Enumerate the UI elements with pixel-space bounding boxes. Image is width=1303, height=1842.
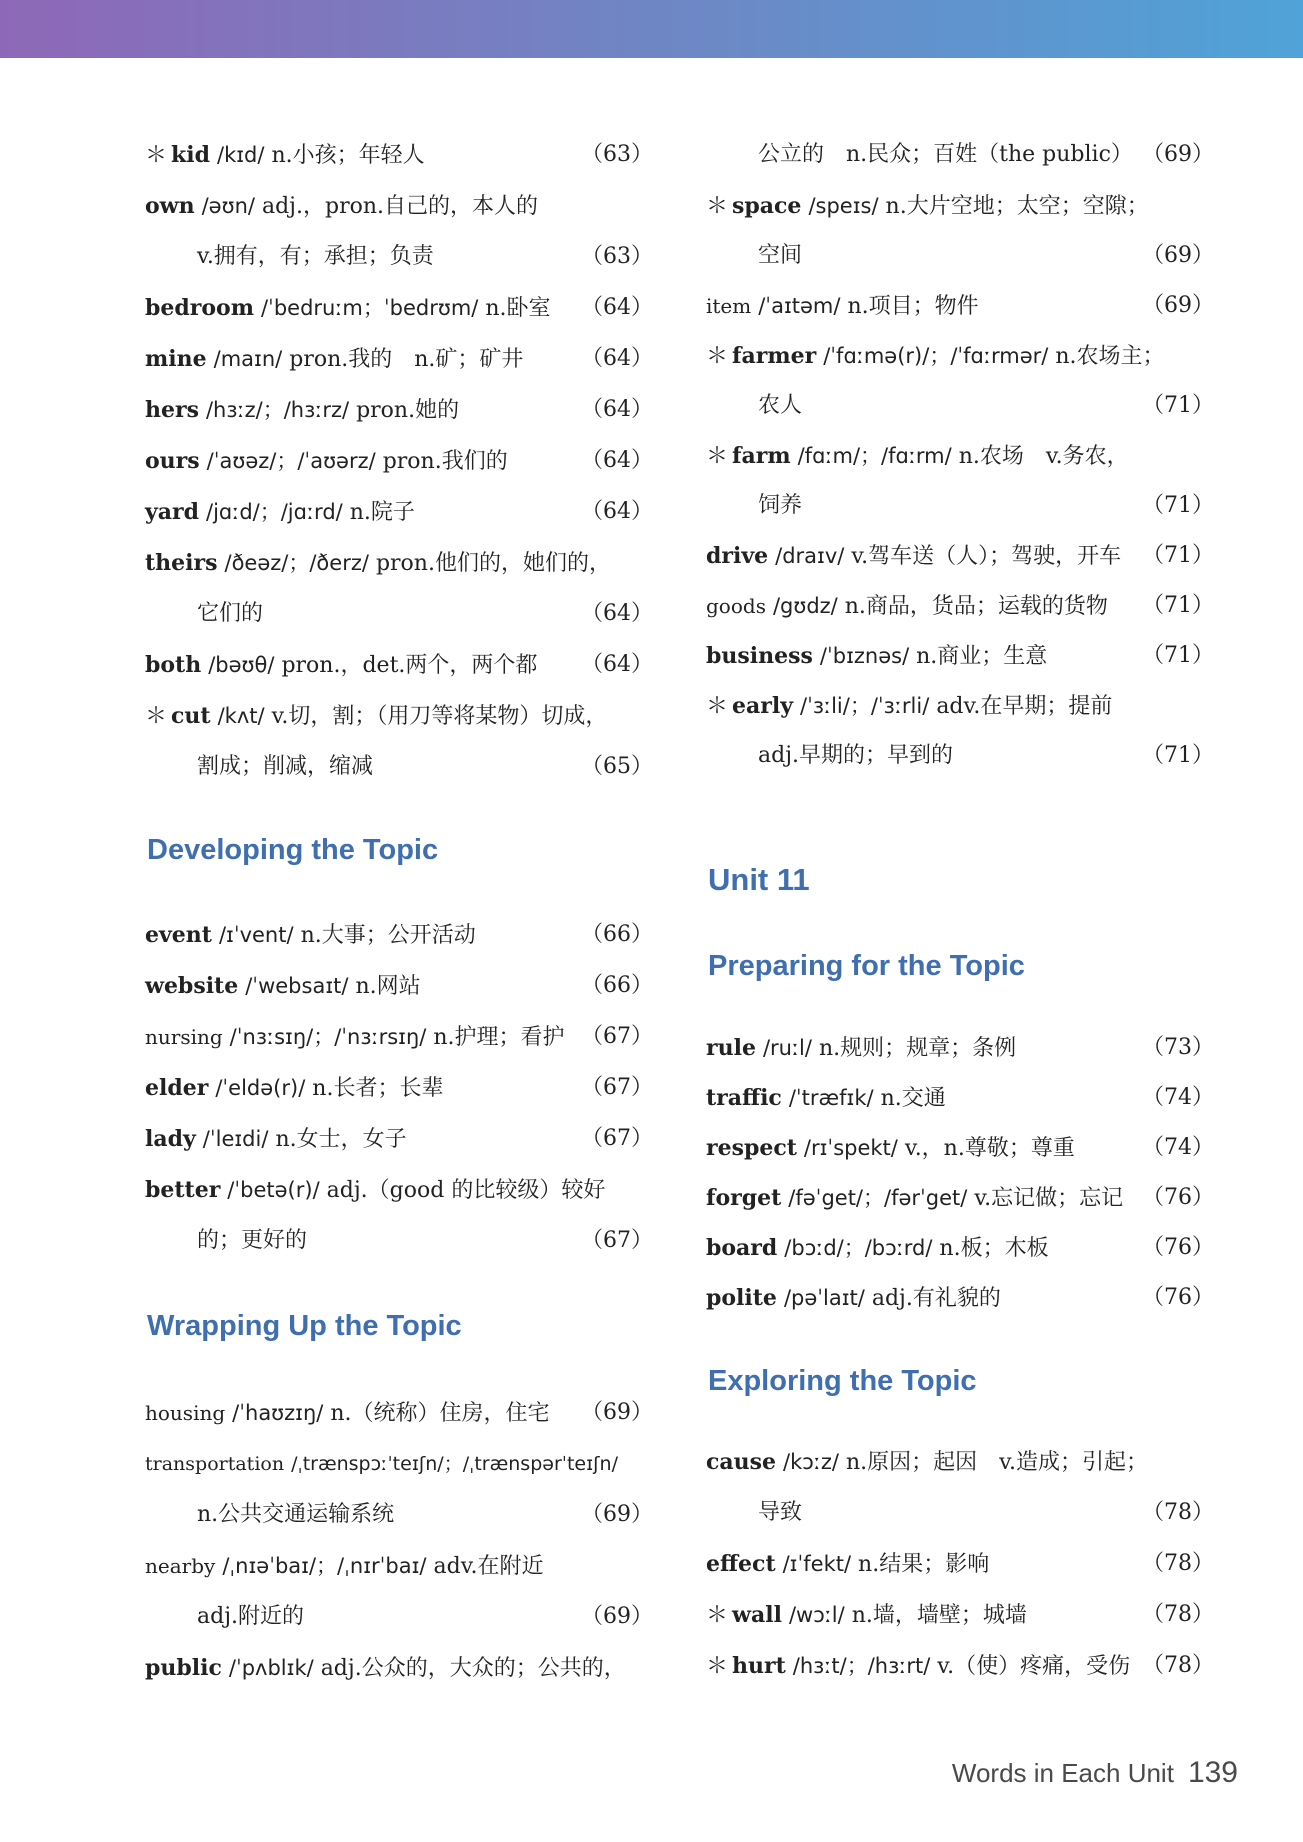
definition: n.卧室 — [485, 296, 551, 321]
definition: v.（使）疼痛，受伤 — [937, 1654, 1131, 1679]
phonetic: /ˈfɑːmə(r)/；/ˈfɑːrmər/ — [823, 344, 1049, 368]
entry-traffic — [706, 1078, 1214, 1118]
star-mark: ＊ — [706, 1654, 729, 1679]
entry-respect — [706, 1128, 1214, 1168]
entry-yard — [145, 492, 653, 532]
phonetic: /ˈpʌblɪk/ — [228, 1656, 314, 1680]
definition: adj.附近的 — [197, 1604, 305, 1629]
entry-space — [706, 186, 1214, 226]
page-ref: （64） — [581, 448, 653, 473]
entry-kid — [145, 135, 653, 175]
section-heading-preparing: Preparing for the Topic — [708, 950, 1025, 982]
top-color-band — [0, 0, 1303, 58]
headword: event — [145, 922, 212, 948]
phonetic: /ˈwebsaɪt/ — [245, 974, 349, 998]
headword: board — [706, 1235, 778, 1261]
entry-housing — [145, 1393, 653, 1433]
phonetic: /ˈaɪtəm/ — [758, 294, 841, 318]
entry-lady — [145, 1119, 653, 1159]
definition: v.切，割；（用刀等将某物）切成， — [271, 704, 608, 729]
entry-mine — [145, 339, 653, 379]
definition: n.院子 — [349, 500, 415, 525]
phonetic: /speɪs/ — [808, 194, 879, 218]
headword: respect — [706, 1135, 797, 1161]
page-ref: （71） — [1142, 743, 1214, 768]
page-ref: （78） — [1142, 1500, 1214, 1525]
phonetic: /ˌnɪəˈbaɪ/；/ˌnɪrˈbaɪ/ — [222, 1554, 427, 1578]
entry-hers — [145, 390, 653, 430]
page-ref: （64） — [581, 295, 653, 320]
definition: 的；更好的 — [197, 1228, 308, 1253]
page-ref: （64） — [581, 652, 653, 677]
phonetic: /jɑːd/；/jɑːrd/ — [206, 500, 343, 524]
phonetic: /ˈaʊəz/；/ˈaʊərz/ — [206, 449, 376, 473]
page-ref: （76） — [1142, 1185, 1214, 1210]
phonetic: /ˌtrænspɔːˈteɪʃn/；/ˌtrænspərˈteɪʃn/ — [291, 1453, 619, 1475]
headword: public — [145, 1655, 222, 1681]
definition: n.原因；起因 v.造成；引起； — [845, 1450, 1148, 1475]
definition: adj.，pron.自己的，本人的 — [261, 194, 538, 219]
entry-business — [706, 636, 1214, 676]
page-ref: （71） — [1142, 393, 1214, 418]
star-mark: ＊ — [706, 194, 729, 219]
definition: n.商业；生意 — [916, 644, 1048, 669]
page-ref: （69） — [581, 1400, 653, 1425]
definition: pron.我的 n.矿；矿井 — [289, 347, 524, 372]
headword: lady — [145, 1126, 196, 1152]
headword: website — [145, 973, 239, 999]
definition: n.农场主； — [1055, 344, 1165, 369]
star-mark: ＊ — [706, 694, 729, 719]
page-ref: （64） — [581, 346, 653, 371]
entry-theirs — [145, 543, 653, 583]
phonetic: /ˈnɜːsɪŋ/；/ˈnɜːrsɪŋ/ — [229, 1025, 427, 1049]
star-mark: ＊ — [706, 1603, 729, 1628]
entry-forget — [706, 1178, 1214, 1218]
entry-rule — [706, 1028, 1214, 1068]
definition: n.大片空地；太空；空隙； — [885, 194, 1149, 219]
phonetic: /ˈbɪznəs/ — [819, 644, 910, 668]
definition: 饲养 — [758, 493, 803, 518]
entry-ours — [145, 441, 653, 481]
page-ref: （71） — [1142, 593, 1214, 618]
definition: n.小孩；年轻人 — [271, 143, 425, 168]
headword: farmer — [732, 343, 817, 369]
headword: housing — [145, 1401, 226, 1425]
headword: nearby — [145, 1554, 216, 1578]
phonetic: /bɔːd/；/bɔːrd/ — [784, 1236, 933, 1260]
phonetic: /maɪn/ — [213, 347, 283, 371]
page-ref: （67） — [581, 1024, 653, 1049]
page-ref: （78） — [1142, 1602, 1214, 1627]
headword: farm — [732, 443, 791, 469]
entry-own-cont — [197, 237, 653, 277]
star-mark: ＊ — [145, 704, 168, 729]
phonetic: /rɪˈspekt/ — [803, 1136, 898, 1160]
entry-nearby-cont — [197, 1597, 653, 1637]
definition: n.板；木板 — [939, 1236, 1049, 1261]
definition: pron.他们的，她们的， — [375, 551, 611, 576]
entry-cause-cont — [758, 1493, 1214, 1533]
headword: hurt — [732, 1653, 786, 1679]
entry-cause — [706, 1442, 1214, 1482]
entry-public — [145, 1648, 653, 1688]
definition: v.，n.尊敬；尊重 — [904, 1136, 1075, 1161]
headword: early — [732, 693, 793, 719]
definition: n.公共交通运输系统 — [197, 1502, 395, 1527]
page-ref: （69） — [581, 1502, 653, 1527]
phonetic: /draɪv/ — [775, 544, 845, 568]
entry-goods — [706, 586, 1214, 626]
definition: 割成；削减，缩减 — [197, 754, 374, 779]
definition: n.商品，货品；运载的货物 — [844, 594, 1108, 619]
headword: yard — [145, 499, 200, 525]
definition: pron.，det.两个，两个都 — [281, 653, 538, 678]
entry-cut — [145, 696, 653, 736]
phonetic: /ˈeldə(r)/ — [215, 1076, 306, 1100]
entry-better — [145, 1170, 653, 1210]
definition: n.护理；看护 — [433, 1025, 565, 1050]
page-ref: （64） — [581, 499, 653, 524]
page-ref: （71） — [1142, 493, 1214, 518]
entry-hurt — [706, 1646, 1214, 1686]
entry-farm-cont — [758, 486, 1214, 526]
phonetic: /ˈhaʊzɪŋ/ — [232, 1401, 324, 1425]
page-ref: （66） — [581, 922, 653, 947]
entry-board — [706, 1228, 1214, 1268]
headword: nursing — [145, 1025, 223, 1049]
page-ref: （63） — [581, 244, 653, 269]
page-ref: （78） — [1142, 1653, 1214, 1678]
section-heading-wrapping: Wrapping Up the Topic — [147, 1310, 462, 1342]
page-ref: （67） — [581, 1228, 653, 1253]
page-ref: （73） — [1142, 1035, 1214, 1060]
entry-own — [145, 186, 653, 226]
headword: cut — [171, 703, 211, 729]
entry-elder — [145, 1068, 653, 1108]
footer-title: Words in Each Unit — [951, 1758, 1174, 1788]
definition: v.驾车送（人）；驾驶，开车 — [851, 544, 1122, 569]
phonetic: /ˈbetə(r)/ — [227, 1178, 320, 1202]
definition: n.大事；公开活动 — [300, 923, 476, 948]
headword: ours — [145, 448, 200, 474]
definition: 它们的 — [197, 601, 264, 626]
definition: pron.她的 — [356, 398, 460, 423]
entry-item — [706, 286, 1214, 326]
definition: n.（统称）住房，住宅 — [330, 1401, 550, 1426]
page-ref: （69） — [1142, 293, 1214, 318]
entry-nearby — [145, 1546, 653, 1586]
phonetic: /fəˈget/；/fərˈget/ — [788, 1186, 968, 1210]
definition: n.项目；物件 — [847, 294, 979, 319]
headword: business — [706, 643, 813, 669]
headword: better — [145, 1177, 221, 1203]
phonetic: /gʊdz/ — [772, 594, 838, 618]
definition: 农人 — [758, 393, 803, 418]
headword: item — [706, 294, 752, 318]
star-mark: ＊ — [145, 143, 168, 168]
section-heading-exploring: Exploring the Topic — [708, 1365, 977, 1397]
headword: hers — [145, 397, 199, 423]
star-mark: ＊ — [706, 344, 729, 369]
page-ref: （76） — [1142, 1235, 1214, 1260]
headword: elder — [145, 1075, 209, 1101]
headword: rule — [706, 1035, 756, 1061]
phonetic: /ˈleɪdi/ — [202, 1127, 269, 1151]
page-ref: （71） — [1142, 643, 1214, 668]
definition: pron.我们的 — [382, 449, 508, 474]
headword: goods — [706, 594, 766, 618]
entry-farmer-cont — [758, 386, 1214, 426]
headword: polite — [706, 1285, 777, 1311]
entry-nursing — [145, 1017, 653, 1057]
entry-early-cont — [758, 736, 1214, 776]
phonetic: /kʌt/ — [217, 704, 265, 728]
entry-polite — [706, 1278, 1214, 1318]
definition: n.网站 — [355, 974, 421, 999]
headword: kid — [171, 142, 210, 168]
page-ref: （69） — [1142, 142, 1214, 167]
phonetic: /hɜːz/；/hɜːrz/ — [205, 398, 350, 422]
headword: wall — [732, 1602, 782, 1628]
definition: n.规则；规章；条例 — [818, 1036, 1017, 1061]
entry-wall — [706, 1595, 1214, 1635]
entry-better-cont — [197, 1221, 653, 1261]
phonetic: /ðeəz/；/ðerz/ — [224, 551, 369, 575]
page-ref: （66） — [581, 973, 653, 998]
entry-bedroom — [145, 288, 653, 328]
page-ref: （74） — [1142, 1135, 1214, 1160]
definition: adv.在早期；提前 — [936, 694, 1113, 719]
phonetic: /əʊn/ — [201, 194, 255, 218]
phonetic: /kɔːz/ — [783, 1450, 839, 1474]
unit-heading: Unit 11 — [708, 862, 810, 897]
phonetic: /wɔːl/ — [788, 1603, 845, 1627]
headword: drive — [706, 543, 769, 569]
definition: n.农场 v.务农， — [958, 444, 1129, 469]
headword: bedroom — [145, 295, 254, 321]
entry-drive — [706, 536, 1214, 576]
entry-transportation-cont — [197, 1495, 653, 1535]
definition: adj.有礼貌的 — [871, 1286, 1001, 1311]
entry-website — [145, 966, 653, 1006]
page-ref: （64） — [581, 601, 653, 626]
section-heading-developing: Developing the Topic — [147, 834, 439, 866]
entry-early — [706, 686, 1214, 726]
headword: mine — [145, 346, 207, 372]
entry-farmer — [706, 336, 1214, 376]
page-ref: （69） — [581, 1604, 653, 1629]
phonetic: /bəʊθ/ — [208, 653, 275, 677]
phonetic: /ɪˈfekt/ — [782, 1552, 852, 1576]
page-ref: （71） — [1142, 543, 1214, 568]
phonetic: /hɜːt/；/hɜːrt/ — [792, 1654, 931, 1678]
phonetic: /kɪd/ — [217, 143, 265, 167]
phonetic: /ˈbedruːm；ˈbedrʊm/ — [260, 296, 479, 320]
page-footer — [952, 1756, 1238, 1790]
definition: 公立的 n.民众；百姓（the public） — [758, 142, 1133, 167]
entry-transportation — [145, 1444, 653, 1484]
headword: traffic — [706, 1085, 782, 1111]
phonetic: /ˈtræfɪk/ — [788, 1086, 874, 1110]
entry-effect — [706, 1544, 1214, 1584]
definition: 空间 — [758, 243, 803, 268]
phonetic: /ruːl/ — [762, 1036, 812, 1060]
headword: theirs — [145, 550, 218, 576]
definition: 导致 — [758, 1500, 803, 1525]
page-ref: （69） — [1142, 243, 1214, 268]
definition: n.墙，墙壁；城墙 — [851, 1603, 1027, 1628]
page-ref: （67） — [581, 1075, 653, 1100]
headword: space — [732, 193, 802, 219]
definition: v.忘记做；忘记 — [974, 1186, 1124, 1211]
page-ref: （76） — [1142, 1285, 1214, 1310]
entry-farm — [706, 436, 1214, 476]
definition: n.交通 — [880, 1086, 946, 1111]
headword: both — [145, 652, 202, 678]
entry-cut-cont — [197, 747, 653, 787]
headword: own — [145, 193, 195, 219]
definition: n.长者；长辈 — [312, 1076, 444, 1101]
definition: v.拥有，有；承担；负责 — [197, 244, 434, 269]
page-ref: （67） — [581, 1126, 653, 1151]
page-ref: （65） — [581, 754, 653, 779]
entry-theirs-cont — [197, 594, 653, 634]
phonetic: /ɪˈvent/ — [218, 923, 294, 947]
headword: effect — [706, 1551, 776, 1577]
definition: adj.早期的；早到的 — [758, 743, 954, 768]
definition: n.结果；影响 — [858, 1552, 990, 1577]
entry-event — [145, 915, 653, 955]
headword: transportation — [145, 1453, 285, 1475]
page-ref: （78） — [1142, 1551, 1214, 1576]
phonetic: /fɑːm/；/fɑːrm/ — [797, 444, 952, 468]
definition: n.女士，女子 — [275, 1127, 407, 1152]
page-ref: （64） — [581, 397, 653, 422]
headword: cause — [706, 1449, 777, 1475]
phonetic: /pəˈlaɪt/ — [783, 1286, 865, 1310]
definition: adj.公众的，大众的；公共的， — [320, 1656, 626, 1681]
page-number: 139 — [1187, 1756, 1238, 1789]
entry-space-cont — [758, 236, 1214, 276]
page-ref: （63） — [581, 142, 653, 167]
star-mark: ＊ — [706, 444, 729, 469]
page-ref: （74） — [1142, 1085, 1214, 1110]
definition: adv.在附近 — [433, 1554, 544, 1579]
entry-public-cont — [758, 135, 1214, 175]
phonetic: /ˈɜːli/；/ˈɜːrli/ — [800, 694, 930, 718]
headword: forget — [706, 1185, 782, 1211]
entry-both — [145, 645, 653, 685]
definition: adj.（good 的比较级）较好 — [326, 1178, 606, 1203]
